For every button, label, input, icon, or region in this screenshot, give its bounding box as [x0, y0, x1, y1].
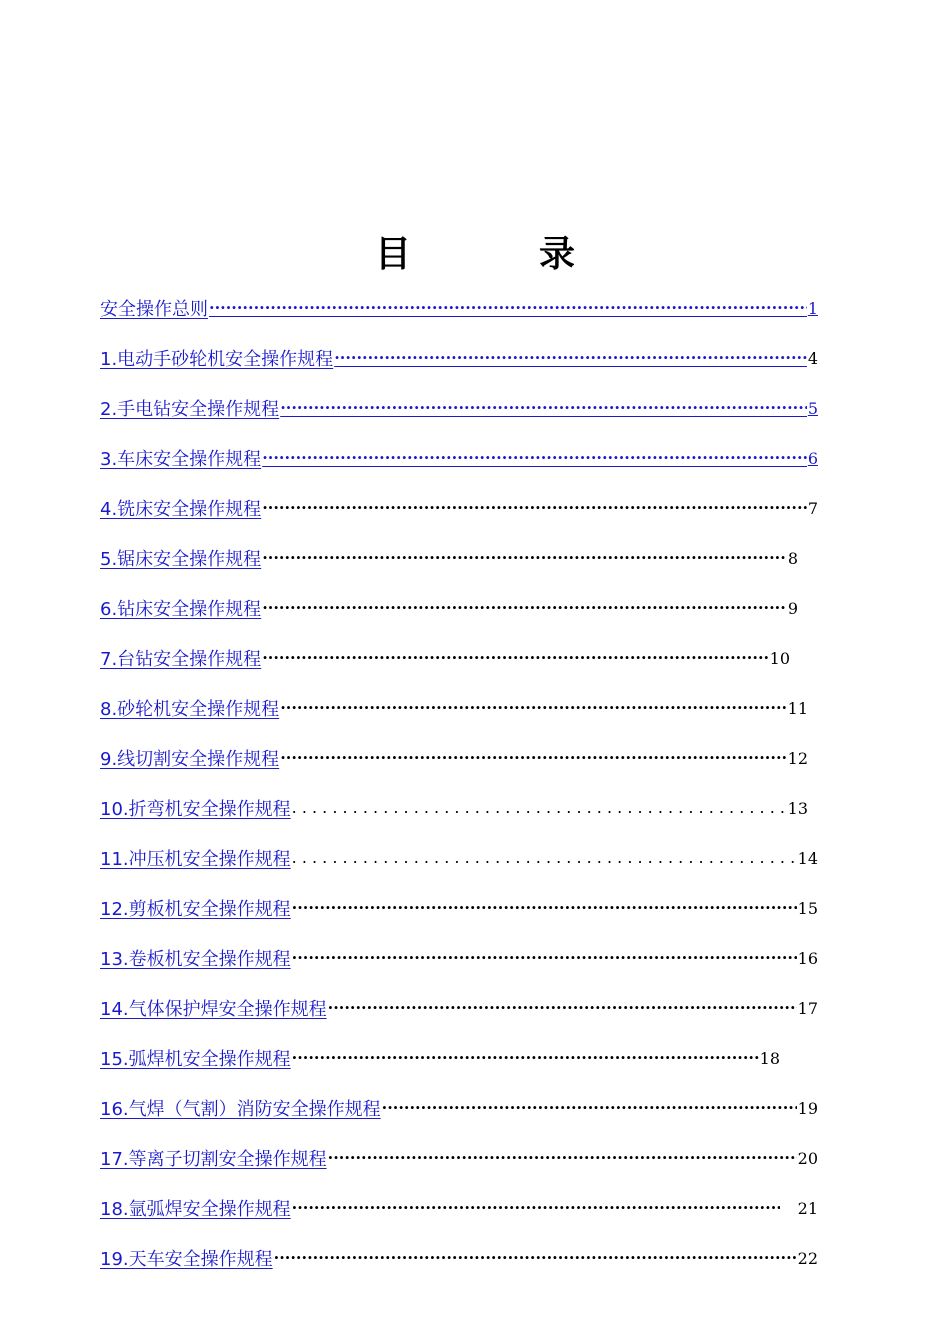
toc-entry[interactable] — [100, 993, 818, 1023]
toc-leader-dots — [262, 547, 787, 569]
toc-entry-page: 15 — [797, 898, 818, 918]
toc-entry-label[interactable]: 8.砂轮机安全操作规程 — [100, 699, 280, 720]
toc-entry-page[interactable]: 6 — [807, 448, 818, 468]
toc-entry-label[interactable]: 5.锯床安全操作规程 — [100, 549, 262, 570]
toc-entry-page: 4 — [807, 348, 818, 368]
toc-entry-page: 22 — [797, 1248, 818, 1268]
toc-entry-label[interactable]: 17.等离子切割安全操作规程 — [100, 1149, 327, 1170]
toc-entry-label[interactable]: 11.冲压机安全操作规程 — [100, 849, 291, 870]
toc-leader-dots — [292, 1047, 759, 1069]
toc-entry-page[interactable]: 1 — [807, 298, 818, 318]
toc-entry-label[interactable]: 12.剪板机安全操作规程 — [100, 899, 291, 920]
toc-entry-page: 12 — [787, 748, 808, 768]
toc-entry-page: 7 — [807, 498, 818, 518]
toc-entry-label[interactable]: 10.折弯机安全操作规程 — [100, 799, 291, 820]
toc-entry[interactable] — [100, 1243, 818, 1273]
toc-leader-dots — [280, 397, 807, 419]
toc-leader-dots — [382, 1097, 797, 1119]
toc-leader-dots — [262, 597, 787, 619]
toc-entry[interactable] — [100, 1193, 818, 1223]
toc-entry-page: 13 — [787, 798, 808, 818]
toc-leader-dots — [292, 847, 797, 869]
toc-entry[interactable] — [100, 743, 808, 773]
toc-entry-page: 11 — [787, 698, 808, 718]
toc-entry[interactable] — [100, 493, 818, 523]
toc-entry-label[interactable]: 9.线切割安全操作规程 — [100, 749, 280, 770]
toc-entry-page: 17 — [797, 998, 818, 1018]
toc-entry[interactable] — [100, 293, 818, 323]
toc-leader-dots — [292, 1197, 780, 1219]
toc-entry-label[interactable]: 2.手电钻安全操作规程 — [100, 399, 280, 420]
toc-leader-dots — [328, 1147, 797, 1169]
toc-entry-label[interactable]: 1.电动手砂轮机安全操作规程 — [100, 349, 334, 370]
toc-entry[interactable] — [100, 643, 790, 673]
toc-entry-label[interactable]: 16.气焊（气割）消防安全操作规程 — [100, 1099, 381, 1120]
toc-entry[interactable] — [100, 393, 818, 423]
toc-leader-dots — [292, 797, 787, 819]
toc-entry[interactable] — [100, 843, 818, 873]
toc-entry-page: 8 — [787, 548, 798, 568]
toc-entry[interactable] — [100, 893, 818, 923]
toc-entry-label[interactable]: 15.弧焊机安全操作规程 — [100, 1049, 291, 1070]
toc-entry-page: 20 — [797, 1148, 818, 1168]
toc-entry[interactable] — [100, 693, 808, 723]
toc-leader-dots — [209, 297, 807, 319]
toc-leader-dots — [328, 997, 797, 1019]
toc-entry-page: 10 — [769, 648, 790, 668]
toc-leader-dots — [334, 347, 807, 369]
toc-leader-dots — [292, 947, 797, 969]
toc-entry-page[interactable]: 5 — [807, 398, 818, 418]
toc-leader-dots — [292, 897, 797, 919]
toc-entry-label[interactable]: 13.卷板机安全操作规程 — [100, 949, 291, 970]
toc-entry[interactable] — [100, 1093, 818, 1123]
toc-leader-dots — [280, 747, 786, 769]
toc-leader-dots — [262, 647, 768, 669]
toc-entry-page: 18 — [759, 1048, 780, 1068]
toc-entry-label[interactable]: 6.钻床安全操作规程 — [100, 599, 262, 620]
toc-entry-page: 19 — [797, 1098, 818, 1118]
page-title: 目 录 — [374, 234, 621, 275]
toc-entry[interactable] — [100, 343, 818, 373]
toc-entry-label[interactable]: 3.车床安全操作规程 — [100, 449, 262, 470]
toc-entry[interactable] — [100, 1143, 818, 1173]
toc-entry-label[interactable]: 18.氩弧焊安全操作规程 — [100, 1199, 291, 1220]
toc-entry-page: 21 — [797, 1198, 818, 1218]
toc-entry[interactable] — [100, 543, 798, 573]
toc-leader-dots — [280, 697, 786, 719]
toc-entry[interactable] — [100, 443, 818, 473]
toc-entry[interactable] — [100, 943, 818, 973]
toc-entry[interactable] — [100, 593, 798, 623]
toc-entry-label[interactable]: 7.台钻安全操作规程 — [100, 649, 262, 670]
toc-entry-page: 9 — [787, 598, 798, 618]
toc-entry-page: 16 — [797, 948, 818, 968]
toc-entry-label[interactable]: 19.天车安全操作规程 — [100, 1249, 273, 1270]
toc-entry[interactable] — [100, 793, 808, 823]
toc-entry-label[interactable]: 14.气体保护焊安全操作规程 — [100, 999, 327, 1020]
toc-leader-dots — [262, 447, 807, 469]
toc-entry[interactable] — [100, 1043, 780, 1073]
toc-entry-page: 14 — [797, 848, 818, 868]
toc-entry-label[interactable]: 4.铣床安全操作规程 — [100, 499, 262, 520]
toc-leader-dots — [262, 497, 807, 519]
toc-leader-dots — [274, 1247, 797, 1269]
toc-entry-label[interactable]: 安全操作总则 — [100, 299, 208, 320]
